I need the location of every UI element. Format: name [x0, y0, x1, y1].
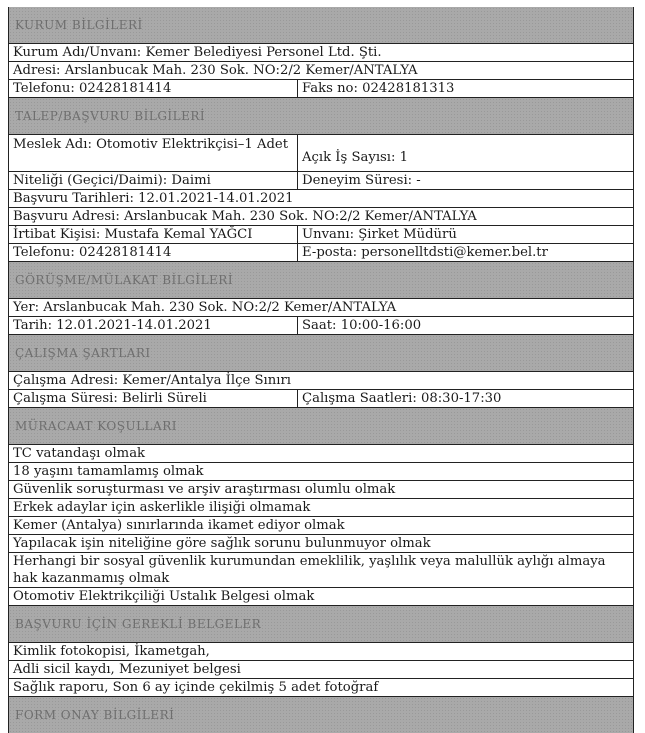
section-header-form-onay: FORM ONAY BİLGİLERİ: [8, 697, 634, 733]
list-item: [8, 444, 634, 463]
section-header-muracaat: MÜRACAAT KOŞULLARI: [8, 408, 634, 444]
list-item: [8, 553, 634, 588]
gerekli-belge: Kimlik fotokopisi, İkametgah,: [13, 644, 210, 659]
calisma-saatleri: Çalışma Saatleri: 08:30-17:30: [302, 391, 502, 406]
gerekli-belge: Adli sicil kaydı, Mezuniyet belgesi: [13, 662, 241, 677]
table-row: [8, 226, 634, 244]
muracaat-kosulu: Otomotiv Elektrikçiliği Ustalık Belgesi olmak: [13, 589, 315, 604]
section-header-gorusme: GÖRÜŞME/MÜLAKAT BİLGİLERİ: [8, 262, 634, 298]
table-row: [8, 298, 634, 317]
list-item: [8, 588, 634, 606]
table-row: [8, 172, 634, 190]
section-header-belgeler: BAŞVURU İÇİN GEREKLİ BELGELER: [8, 606, 634, 642]
muracaat-kosulu: Erkek adaylar için askerlikle ilişiği olmamak: [13, 500, 311, 515]
section-header-talep: TALEP/BAŞVURU BİLGİLERİ: [8, 98, 634, 134]
muracaat-kosulu: 18 yaşını tamamlamış olmak: [13, 464, 204, 479]
list-item: [8, 642, 634, 661]
gorusme-yer: Yer: Arslanbucak Mah. 230 Sok. NO:2/2 Kemer/ANTALYA: [13, 300, 397, 315]
list-item: [8, 481, 634, 499]
list-item: [8, 517, 634, 535]
kurum-adres: Adresi: Arslanbucak Mah. 230 Sok. NO:2/2 Kemer/ANTALYA: [13, 63, 418, 78]
deneyim-suresi: Deneyim Süresi: -: [302, 173, 421, 188]
basvuru-adresi: Başvuru Adresi: Arslanbucak Mah. 230 Sok. NO:2/2 Kemer/ANTALYA: [13, 209, 477, 224]
list-item: [8, 679, 634, 697]
muracaat-kosulu: Herhangi bir sosyal güvenlik kurumundan emeklilik, yaşlılık veya malullük aylığı almaya hak kazanmamış olmak: [13, 554, 606, 586]
table-row: [8, 208, 634, 226]
niteligi: Niteliği (Geçici/Daimi): Daimi: [9, 172, 298, 189]
kurum-faks: Faks no: 02428181313: [302, 81, 455, 96]
table-row: [8, 134, 634, 172]
table-row: [8, 244, 634, 262]
muracaat-kosulu: Güvenlik soruşturması ve arşiv araştırması olumlu olmak: [13, 482, 396, 497]
gorusme-saat: Saat: 10:00-16:00: [302, 318, 422, 333]
basvuru-tarihleri: Başvuru Tarihleri: 12.01.2021-14.01.2021: [13, 191, 294, 206]
talep-telefon: Telefonu: 02428181414: [9, 244, 298, 261]
section-header-calisma: ÇALIŞMA ŞARTLARI: [8, 335, 634, 371]
table-row: [8, 80, 634, 98]
irtibat-kisisi: İrtibat Kişisi: Mustafa Kemal YAĞCI: [9, 226, 298, 243]
acik-is-sayisi: Açık İş Sayısı: 1: [302, 150, 409, 165]
gerekli-belge: Sağlık raporu, Son 6 ay içinde çekilmiş 5 adet fotoğraf: [13, 680, 379, 695]
list-item: [8, 661, 634, 679]
list-item: [8, 535, 634, 553]
muracaat-kosulu: TC vatandaşı olmak: [13, 446, 146, 461]
section-header-kurum: KURUM BİLGİLERİ: [8, 7, 634, 43]
calisma-suresi: Çalışma Süresi: Belirli Süreli: [9, 390, 298, 407]
job-posting-form: [8, 7, 634, 733]
list-item: [8, 463, 634, 481]
calisma-adresi: Çalışma Adresi: Kemer/Antalya İlçe Sınırı: [13, 373, 291, 388]
muracaat-kosulu: Yapılacak işin niteliğine göre sağlık sorunu bulunmuyor olmak: [13, 536, 431, 551]
table-row: [8, 62, 634, 80]
table-row: [8, 190, 634, 208]
muracaat-kosulu: Kemer (Antalya) sınırlarında ikamet ediyor olmak: [13, 518, 345, 533]
table-row: [8, 317, 634, 335]
kurum-telefon: Telefonu: 02428181414: [9, 80, 298, 97]
table-row: [8, 43, 634, 62]
unvan: Unvanı: Şirket Müdürü: [302, 227, 457, 242]
kurum-adi: Kurum Adı/Unvanı: Kemer Belediyesi Personel Ltd. Şti.: [13, 45, 382, 60]
meslek-adi: Meslek Adı: Otomotiv Elektrikçisi–1 Adet: [9, 135, 298, 171]
list-item: [8, 499, 634, 517]
gorusme-tarih: Tarih: 12.01.2021-14.01.2021: [9, 317, 298, 334]
eposta: E-posta: personelltdsti@kemer.bel.tr: [302, 245, 548, 260]
table-row: [8, 371, 634, 390]
table-row: [8, 390, 634, 408]
